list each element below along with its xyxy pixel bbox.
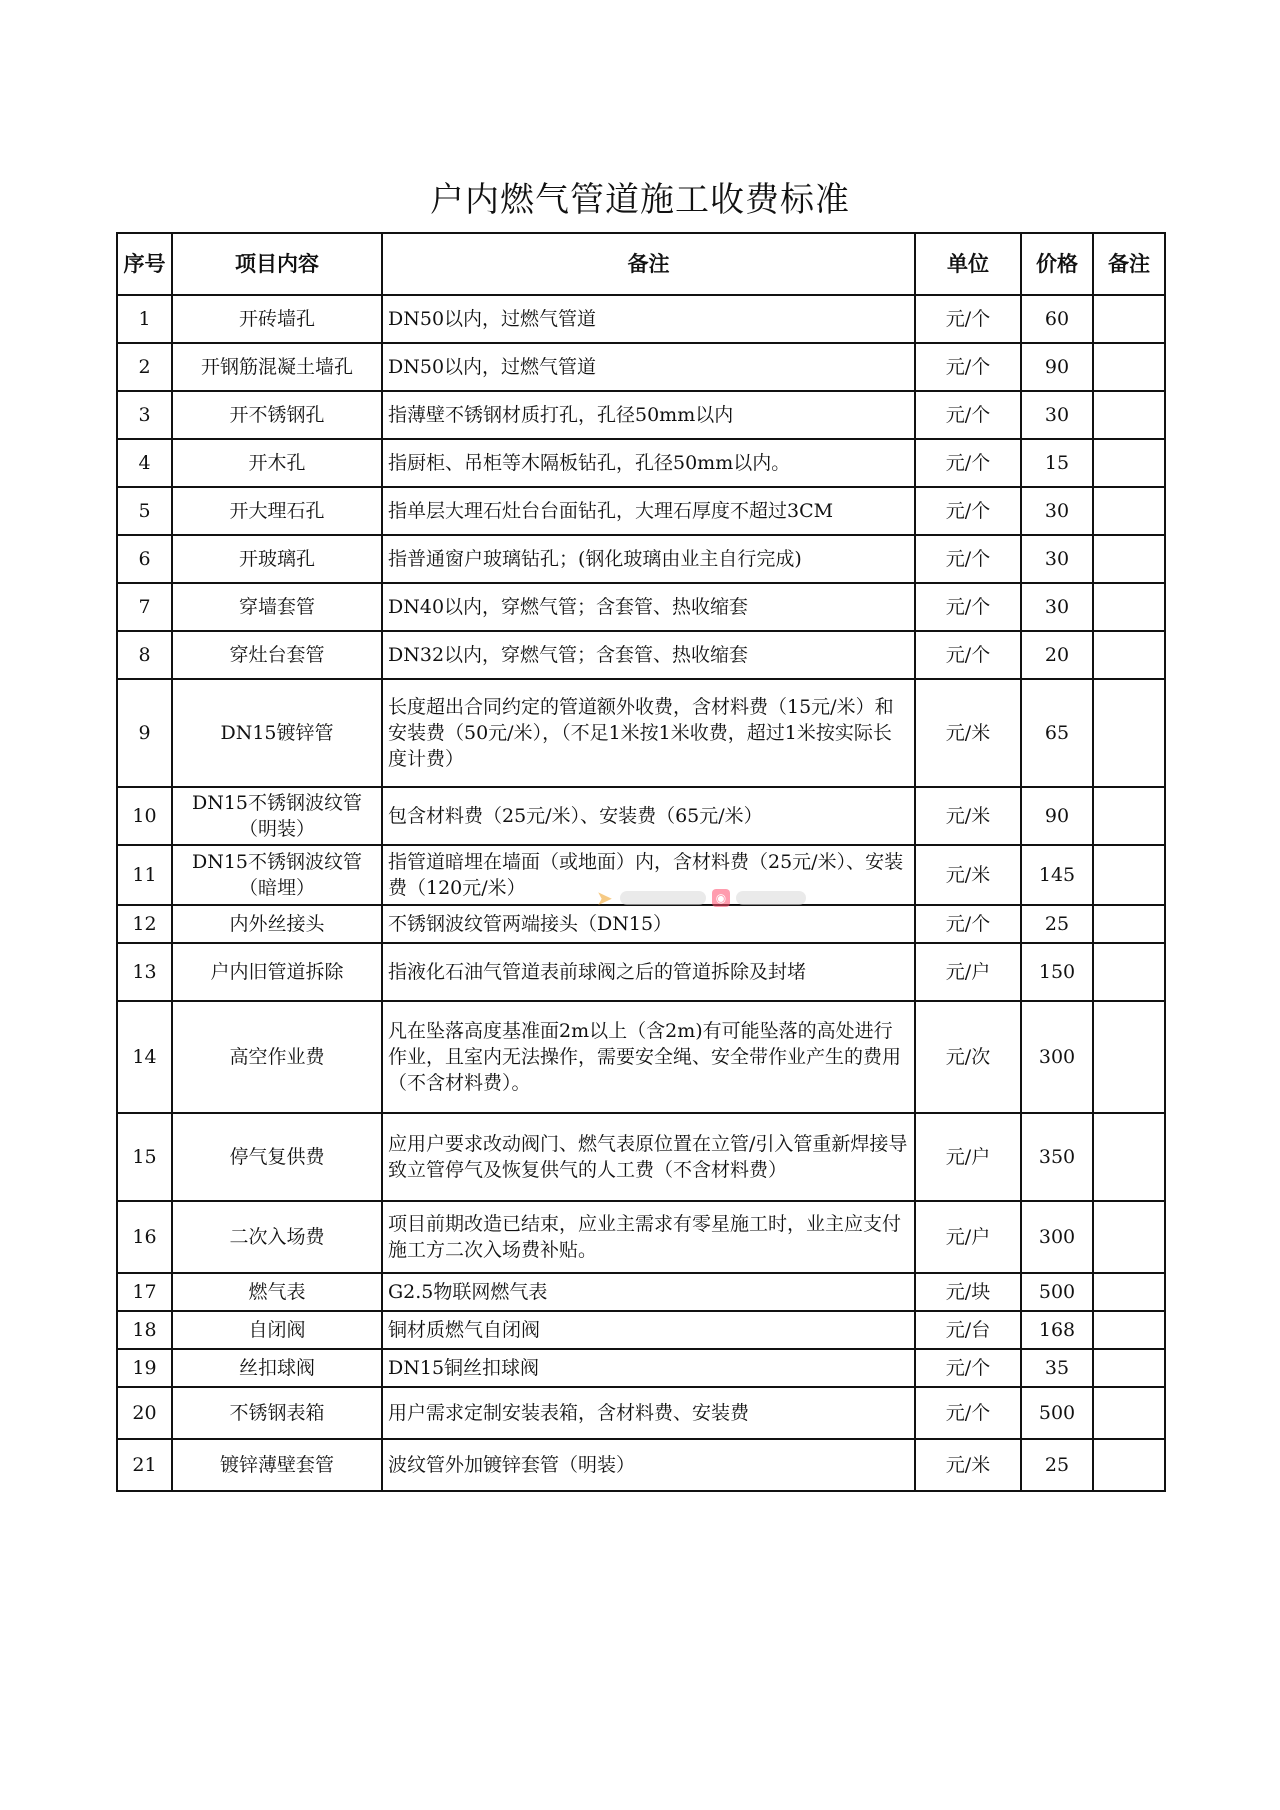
table-row xyxy=(117,943,1165,1001)
row-unit: 元/个 xyxy=(915,631,1021,679)
row-item: 二次入场费 xyxy=(172,1201,382,1273)
row-number: 16 xyxy=(117,1201,172,1273)
row-unit: 元/个 xyxy=(915,1349,1021,1387)
row-price: 30 xyxy=(1021,535,1093,583)
row-number: 17 xyxy=(117,1273,172,1311)
table-row xyxy=(117,1201,1165,1273)
row-number: 13 xyxy=(117,943,172,1001)
row-price: 90 xyxy=(1021,343,1093,391)
row-desc: 指液化石油气管道表前球阀之后的管道拆除及封堵 xyxy=(382,943,915,1001)
row-price: 168 xyxy=(1021,1311,1093,1349)
row-price: 35 xyxy=(1021,1349,1093,1387)
table-row xyxy=(117,1349,1165,1387)
row-item: 开砖墙孔 xyxy=(172,295,382,343)
row-remark xyxy=(1093,679,1165,787)
row-unit: 元/台 xyxy=(915,1311,1021,1349)
row-number: 7 xyxy=(117,583,172,631)
header-price: 价格 xyxy=(1021,233,1093,295)
row-price: 300 xyxy=(1021,1201,1093,1273)
row-price: 150 xyxy=(1021,943,1093,1001)
row-remark xyxy=(1093,631,1165,679)
watermark-arrow-icon: ➤ xyxy=(596,886,613,910)
row-price: 30 xyxy=(1021,583,1093,631)
row-desc: 指厨柜、吊柜等木隔板钻孔，孔径50mm以内。 xyxy=(382,439,915,487)
row-desc: 指普通窗户玻璃钻孔；(钢化玻璃由业主自行完成) xyxy=(382,535,915,583)
row-price: 145 xyxy=(1021,845,1093,905)
row-remark xyxy=(1093,391,1165,439)
row-number: 9 xyxy=(117,679,172,787)
table-row xyxy=(117,343,1165,391)
row-price: 350 xyxy=(1021,1113,1093,1201)
watermark-eye-icon: ◉ xyxy=(712,889,730,907)
row-unit: 元/米 xyxy=(915,679,1021,787)
row-item: 丝扣球阀 xyxy=(172,1349,382,1387)
row-remark xyxy=(1093,905,1165,943)
row-remark xyxy=(1093,1387,1165,1439)
row-desc: 长度超出合同约定的管道额外收费，含材料费（15元/米）和安装费（50元/米），（不足1米按1米收费，超过1米按实际长度计费） xyxy=(382,679,915,787)
row-item: 开木孔 xyxy=(172,439,382,487)
row-remark xyxy=(1093,1201,1165,1273)
row-price: 20 xyxy=(1021,631,1093,679)
row-price: 25 xyxy=(1021,905,1093,943)
row-unit: 元/米 xyxy=(915,845,1021,905)
row-item: 开玻璃孔 xyxy=(172,535,382,583)
row-item: 燃气表 xyxy=(172,1273,382,1311)
row-price: 60 xyxy=(1021,295,1093,343)
row-item: DN15不锈钢波纹管（暗埋） xyxy=(172,845,382,905)
row-unit: 元/户 xyxy=(915,943,1021,1001)
row-item: 停气复供费 xyxy=(172,1113,382,1201)
table-row xyxy=(117,391,1165,439)
header-unit: 单位 xyxy=(915,233,1021,295)
row-unit: 元/户 xyxy=(915,1113,1021,1201)
row-desc: DN50以内，过燃气管道 xyxy=(382,343,915,391)
table-row xyxy=(117,905,1165,943)
table-row xyxy=(117,787,1165,845)
row-remark xyxy=(1093,487,1165,535)
row-desc: DN50以内，过燃气管道 xyxy=(382,295,915,343)
row-remark xyxy=(1093,439,1165,487)
row-number: 18 xyxy=(117,1311,172,1349)
table-row xyxy=(117,535,1165,583)
row-number: 10 xyxy=(117,787,172,845)
row-remark xyxy=(1093,845,1165,905)
row-number: 19 xyxy=(117,1349,172,1387)
row-unit: 元/米 xyxy=(915,787,1021,845)
row-number: 21 xyxy=(117,1439,172,1491)
table-row xyxy=(117,583,1165,631)
row-desc: G2.5物联网燃气表 xyxy=(382,1273,915,1311)
row-item: 内外丝接头 xyxy=(172,905,382,943)
row-number: 8 xyxy=(117,631,172,679)
row-desc: 包含材料费（25元/米）、安装费（65元/米） xyxy=(382,787,915,845)
row-remark xyxy=(1093,787,1165,845)
row-desc: 项目前期改造已结束，应业主需求有零星施工时，业主应支付施工方二次入场费补贴。 xyxy=(382,1201,915,1273)
table-row xyxy=(117,679,1165,787)
table-row xyxy=(117,1273,1165,1311)
row-unit: 元/次 xyxy=(915,1001,1021,1113)
row-number: 6 xyxy=(117,535,172,583)
row-number: 1 xyxy=(117,295,172,343)
row-price: 500 xyxy=(1021,1387,1093,1439)
row-remark xyxy=(1093,1001,1165,1113)
row-desc: 不锈钢波纹管两端接头（DN15） xyxy=(382,905,915,943)
row-number: 20 xyxy=(117,1387,172,1439)
header-item: 项目内容 xyxy=(172,233,382,295)
row-price: 25 xyxy=(1021,1439,1093,1491)
row-remark xyxy=(1093,1349,1165,1387)
row-remark xyxy=(1093,943,1165,1001)
row-desc: 指单层大理石灶台台面钻孔，大理石厚度不超过3CM xyxy=(382,487,915,535)
table-row xyxy=(117,1113,1165,1201)
row-item: 穿墙套管 xyxy=(172,583,382,631)
row-number: 2 xyxy=(117,343,172,391)
row-item: 高空作业费 xyxy=(172,1001,382,1113)
row-unit: 元/个 xyxy=(915,905,1021,943)
row-price: 300 xyxy=(1021,1001,1093,1113)
row-unit: 元/户 xyxy=(915,1201,1021,1273)
row-unit: 元/个 xyxy=(915,487,1021,535)
row-item: 开不锈钢孔 xyxy=(172,391,382,439)
row-remark xyxy=(1093,1311,1165,1349)
row-unit: 元/个 xyxy=(915,535,1021,583)
row-unit: 元/米 xyxy=(915,1439,1021,1491)
row-item: 开大理石孔 xyxy=(172,487,382,535)
table-row xyxy=(117,1439,1165,1491)
row-remark xyxy=(1093,1113,1165,1201)
row-remark xyxy=(1093,535,1165,583)
row-number: 4 xyxy=(117,439,172,487)
row-desc: 铜材质燃气自闭阀 xyxy=(382,1311,915,1349)
row-unit: 元/个 xyxy=(915,439,1021,487)
row-number: 3 xyxy=(117,391,172,439)
row-number: 14 xyxy=(117,1001,172,1113)
row-item: DN15不锈钢波纹管（明装） xyxy=(172,787,382,845)
fee-table xyxy=(116,232,1166,1492)
table-row xyxy=(117,631,1165,679)
row-remark xyxy=(1093,1273,1165,1311)
row-number: 5 xyxy=(117,487,172,535)
row-desc: DN32以内，穿燃气管；含套管、热收缩套 xyxy=(382,631,915,679)
row-item: 户内旧管道拆除 xyxy=(172,943,382,1001)
row-remark xyxy=(1093,1439,1165,1491)
table-row xyxy=(117,1311,1165,1349)
row-unit: 元/个 xyxy=(915,295,1021,343)
row-item: DN15镀锌管 xyxy=(172,679,382,787)
row-number: 11 xyxy=(117,845,172,905)
header-no: 序号 xyxy=(117,233,172,295)
row-number: 12 xyxy=(117,905,172,943)
row-price: 15 xyxy=(1021,439,1093,487)
row-item: 穿灶台套管 xyxy=(172,631,382,679)
row-desc: 指管道暗埋在墙面（或地面）内，含材料费（25元/米）、安装费（120元/米） xyxy=(382,845,915,905)
row-desc: DN15铜丝扣球阀 xyxy=(382,1349,915,1387)
row-unit: 元/个 xyxy=(915,1387,1021,1439)
table-row xyxy=(117,1387,1165,1439)
row-desc: 指薄壁不锈钢材质打孔，孔径50mm以内 xyxy=(382,391,915,439)
table-row xyxy=(117,439,1165,487)
row-remark xyxy=(1093,583,1165,631)
row-desc: DN40以内，穿燃气管；含套管、热收缩套 xyxy=(382,583,915,631)
header-row xyxy=(117,233,1165,295)
table-row xyxy=(117,487,1165,535)
row-desc: 用户需求定制安装表箱，含材料费、安装费 xyxy=(382,1387,915,1439)
row-item: 自闭阀 xyxy=(172,1311,382,1349)
header-desc: 备注 xyxy=(382,233,915,295)
table-row xyxy=(117,845,1165,905)
row-desc: 应用户要求改动阀门、燃气表原位置在立管/引入管重新焊接导致立管停气及恢复供气的人工费（不含材料费） xyxy=(382,1113,915,1201)
row-unit: 元/块 xyxy=(915,1273,1021,1311)
row-remark xyxy=(1093,343,1165,391)
row-item: 镀锌薄壁套管 xyxy=(172,1439,382,1491)
row-remark xyxy=(1093,295,1165,343)
table-row xyxy=(117,1001,1165,1113)
header-remark: 备注 xyxy=(1093,233,1165,295)
row-price: 30 xyxy=(1021,391,1093,439)
row-price: 90 xyxy=(1021,787,1093,845)
table-row xyxy=(117,295,1165,343)
row-price: 500 xyxy=(1021,1273,1093,1311)
row-item: 不锈钢表箱 xyxy=(172,1387,382,1439)
row-unit: 元/个 xyxy=(915,583,1021,631)
row-price: 65 xyxy=(1021,679,1093,787)
row-item: 开钢筋混凝土墙孔 xyxy=(172,343,382,391)
document-title: 户内燃气管道施工收费标准 xyxy=(430,180,850,220)
row-unit: 元/个 xyxy=(915,343,1021,391)
row-unit: 元/个 xyxy=(915,391,1021,439)
row-desc: 凡在坠落高度基准面2m以上（含2m)有可能坠落的高处进行作业，且室内无法操作，需要安全绳、安全带作业产生的费用（不含材料费）。 xyxy=(382,1001,915,1113)
row-number: 15 xyxy=(117,1113,172,1201)
row-desc: 波纹管外加镀锌套管（明装） xyxy=(382,1439,915,1491)
row-price: 30 xyxy=(1021,487,1093,535)
